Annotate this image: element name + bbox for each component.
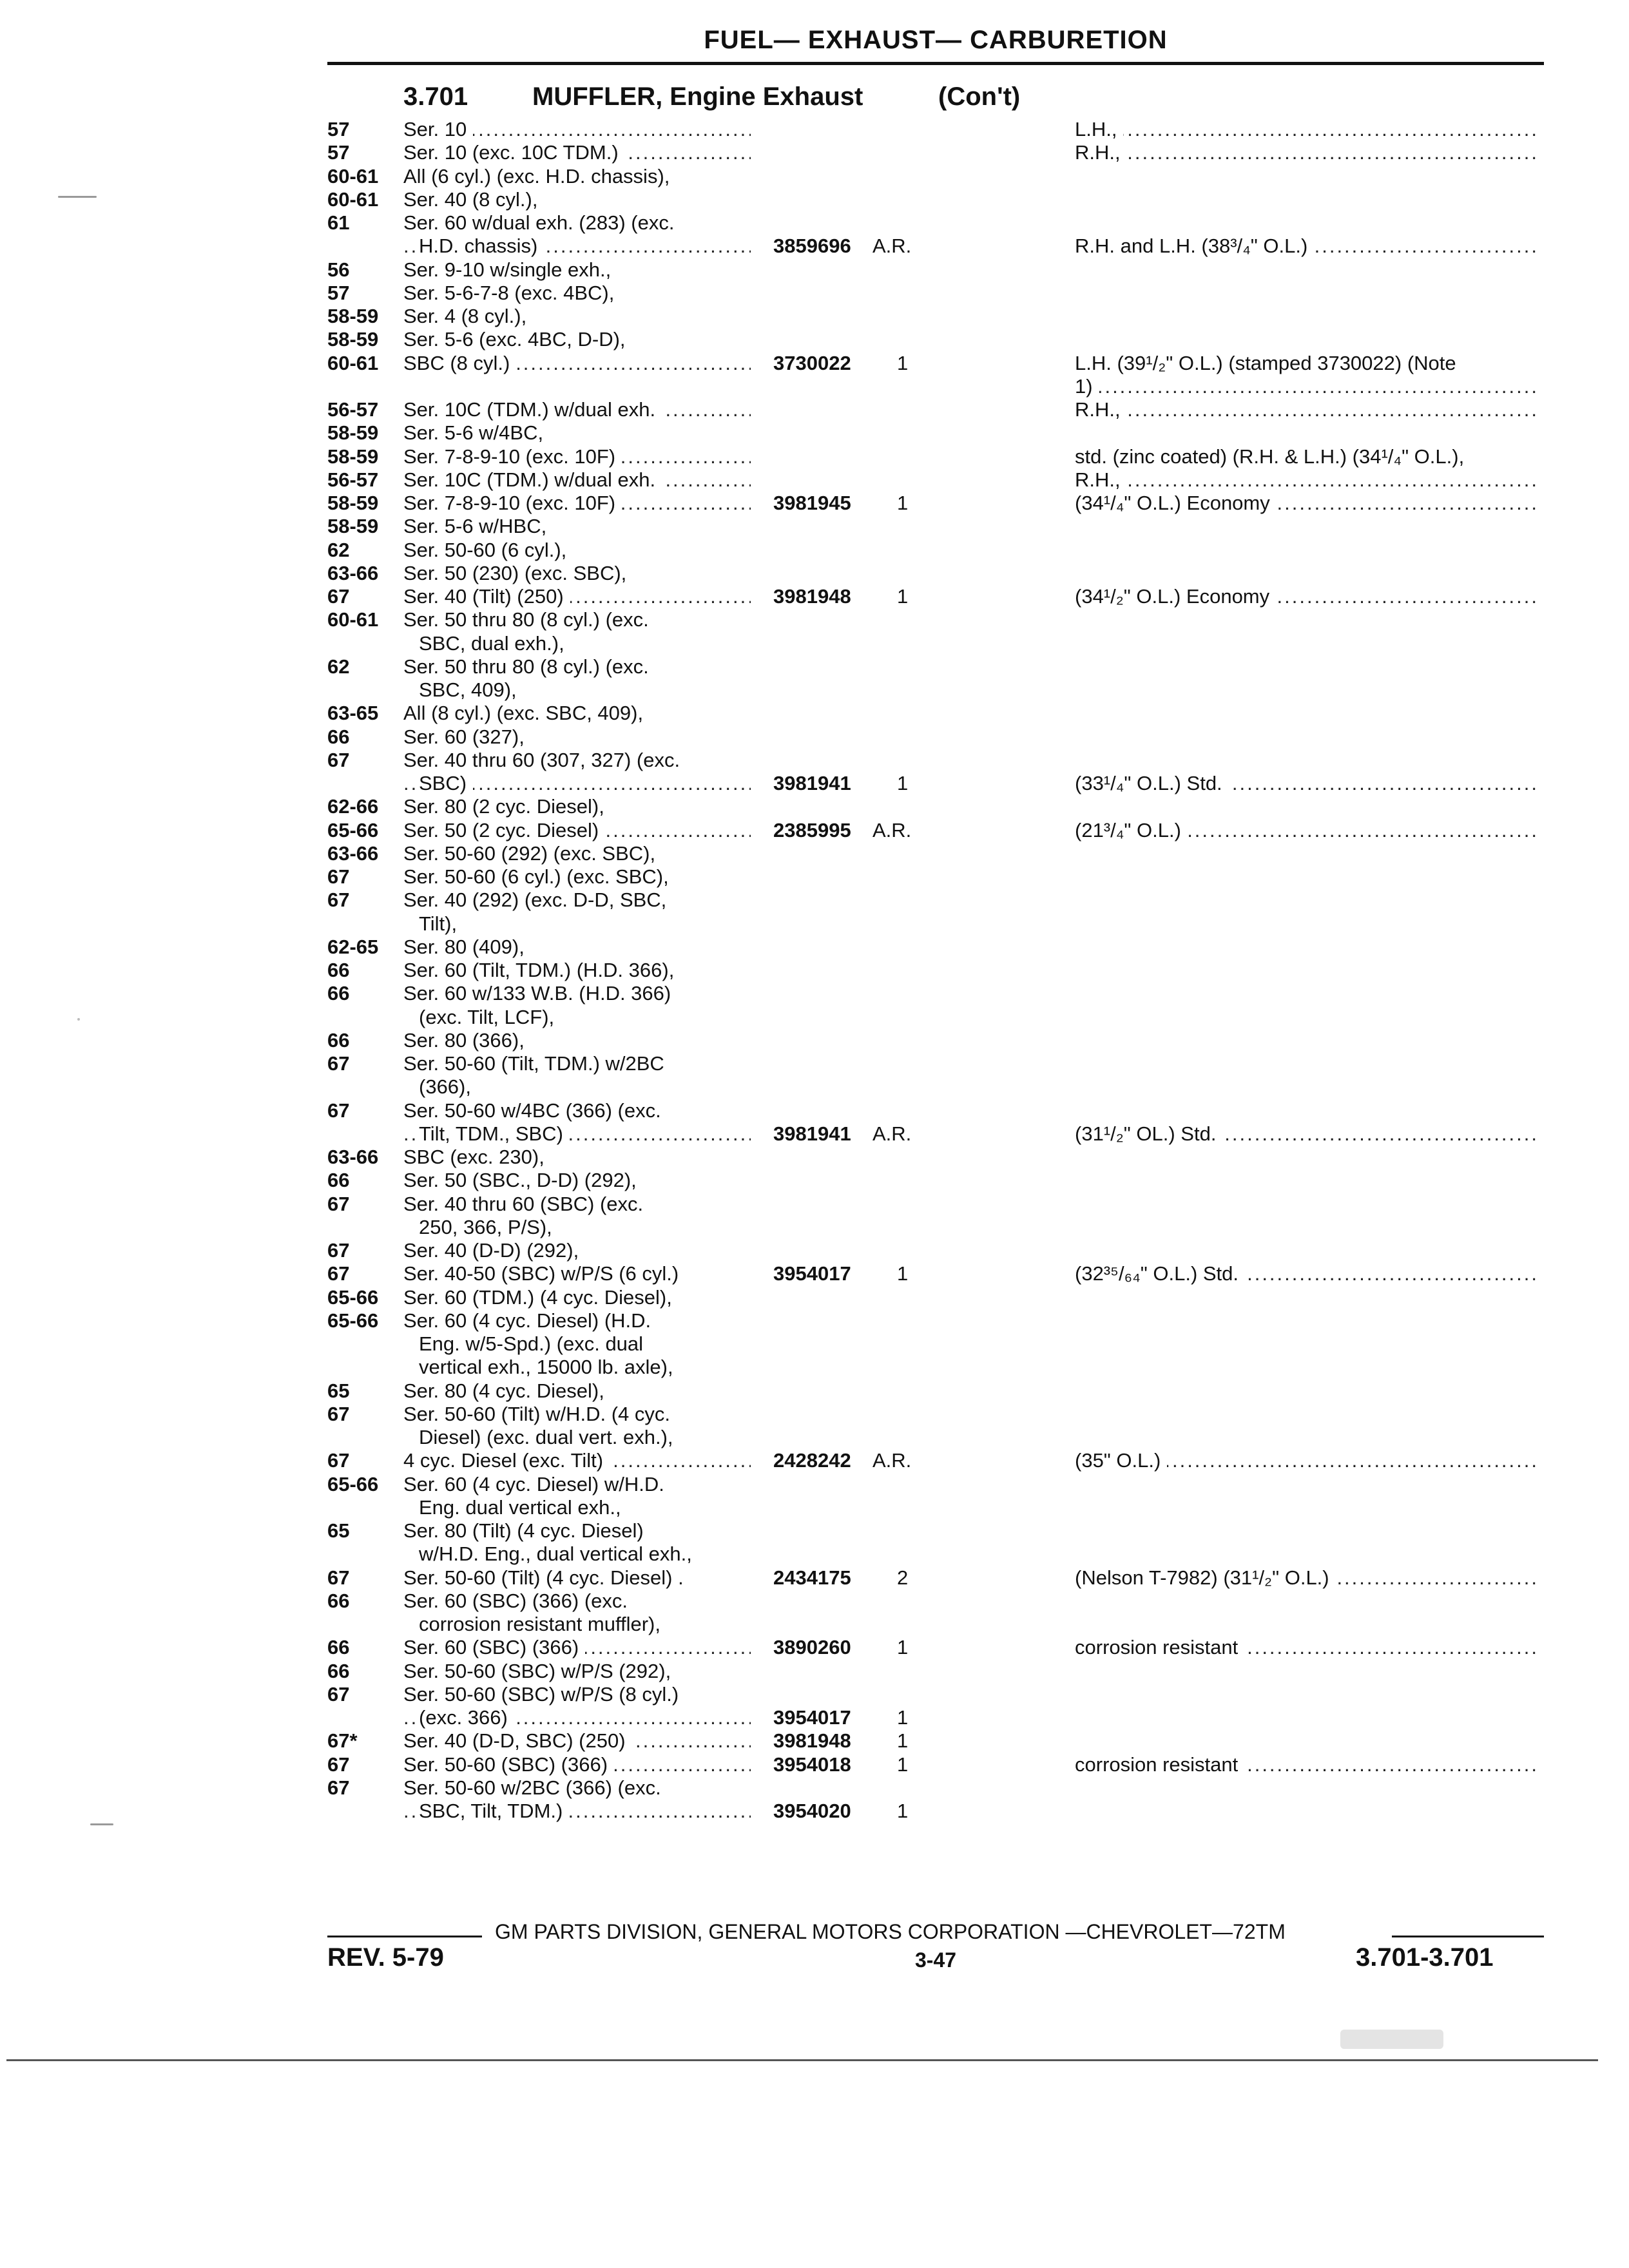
application-text: Ser. 50-60 w/2BC (366) (exc. <box>403 1776 661 1799</box>
leader-dots <box>1075 375 1540 398</box>
application-text: Diesel) (exc. dual vert. exh.), <box>419 1426 673 1448</box>
leader-dots <box>1075 468 1540 492</box>
table-row <box>0 1683 1629 1706</box>
table-row <box>0 1706 1629 1729</box>
table-row <box>0 188 1629 211</box>
revision-label: REV. 5-79 <box>327 1943 444 1972</box>
part-number: 3730022 <box>773 351 851 374</box>
section-reference: 3.701-3.701 <box>1356 1943 1494 1972</box>
application-text: 4 cyc. Diesel (exc. Tilt) <box>403 1449 610 1472</box>
table-row <box>0 165 1629 188</box>
table-row <box>0 1636 1629 1659</box>
model-year: 58-59 <box>327 328 379 351</box>
table-row <box>0 328 1629 351</box>
model-year: 62 <box>327 655 350 678</box>
application-text: Ser. 50-60 (Tilt) w/H.D. (4 cyc. <box>403 1402 670 1425</box>
continued-label: (Con't) <box>938 82 1021 111</box>
application-text: Ser. 50 (SBC., D-D) (292), <box>403 1169 637 1192</box>
application-text: 250, 366, P/S), <box>419 1215 552 1238</box>
table-row <box>0 141 1629 164</box>
table-row <box>0 1052 1629 1075</box>
quantity: 2 <box>897 1566 909 1589</box>
scan-edge-line <box>6 2059 1598 2061</box>
description: R.H., <box>1075 141 1127 164</box>
part-number: 3981945 <box>773 492 851 514</box>
application-text: Ser. 5-6 (exc. 4BC, D-D), <box>403 328 626 351</box>
part-number: 3981941 <box>773 772 851 794</box>
quantity: A.R. <box>872 818 912 841</box>
table-row <box>0 678 1629 702</box>
table-row <box>0 772 1629 795</box>
model-year: 65 <box>327 1519 350 1542</box>
quantity: 1 <box>897 1729 909 1753</box>
application-text: SBC) <box>419 772 473 795</box>
table-row <box>0 749 1629 772</box>
table-row <box>0 1519 1629 1542</box>
model-year: 65 <box>327 1379 350 1402</box>
table-row <box>0 235 1629 258</box>
footer-rule-left <box>327 1936 482 1937</box>
application-text: Ser. 50-60 (SBC) w/P/S (292), <box>403 1659 671 1682</box>
application-text: SBC, Tilt, TDM.) <box>419 1800 569 1823</box>
model-year: 62 <box>327 538 350 561</box>
part-number: 3954017 <box>773 1706 851 1729</box>
table-row <box>0 1590 1629 1613</box>
quantity: 1 <box>897 585 909 608</box>
application-text: Eng. dual vertical exh., <box>419 1495 621 1519</box>
quantity: 1 <box>897 772 909 794</box>
model-year: 58-59 <box>327 421 379 445</box>
table-row <box>0 118 1629 141</box>
table-row <box>0 1262 1629 1285</box>
model-year: 56-57 <box>327 398 379 421</box>
application-text: Ser. 60 (TDM.) (4 cyc. Diesel), <box>403 1285 672 1309</box>
table-row <box>0 1332 1629 1356</box>
model-year: 67 <box>327 748 350 771</box>
model-year: 60-61 <box>327 608 379 631</box>
model-year: 63-66 <box>327 561 379 584</box>
table-row <box>0 1006 1629 1029</box>
application-text: Ser. 5-6-7-8 (exc. 4BC), <box>403 281 615 304</box>
table-row <box>0 1356 1629 1379</box>
application-text: Ser. 50-60 (Tilt, TDM.) w/2BC <box>403 1052 664 1075</box>
part-number: 2434175 <box>773 1566 851 1589</box>
description: (33¹/₄" O.L.) Std. <box>1075 772 1229 795</box>
part-number: 2428242 <box>773 1449 851 1472</box>
model-year: 66 <box>327 1636 350 1659</box>
model-year: 58-59 <box>327 445 379 468</box>
scan-speck <box>1340 2030 1443 2049</box>
application-text: Tilt, TDM., SBC) <box>419 1122 570 1146</box>
table-row <box>0 1239 1629 1262</box>
model-year: 58-59 <box>327 305 379 327</box>
model-year: 67 <box>327 1566 350 1589</box>
table-row <box>0 421 1629 445</box>
model-year: 65-66 <box>327 1309 379 1332</box>
model-year: 67 <box>327 1682 350 1706</box>
table-row <box>0 1146 1629 1169</box>
application-text: Ser. 40 (8 cyl.), <box>403 187 538 211</box>
description: (35" O.L.) <box>1075 1449 1167 1472</box>
application-text: Ser. 60 (SBC) (366) <box>403 1636 585 1659</box>
model-year: 67 <box>327 865 350 888</box>
application-text: Ser. 50 thru 80 (8 cyl.) (exc. <box>403 655 649 678</box>
table-row <box>0 539 1629 562</box>
table-row <box>0 1309 1629 1332</box>
table-row <box>0 492 1629 515</box>
table-row <box>0 1542 1629 1566</box>
table-row <box>0 655 1629 678</box>
model-year: 67 <box>327 1402 350 1425</box>
table-row <box>0 795 1629 818</box>
model-year: 60-61 <box>327 187 379 211</box>
model-year: 60-61 <box>327 164 379 187</box>
application-text: Ser. 50 (230) (exc. SBC), <box>403 561 627 584</box>
footer-publisher: GM PARTS DIVISION, GENERAL MOTORS CORPORATION —CHEVROLET—72TM <box>495 1920 1286 1943</box>
model-year: 62-65 <box>327 935 379 958</box>
table-row <box>0 562 1629 585</box>
model-year: 58-59 <box>327 492 379 514</box>
table-row <box>0 1075 1629 1099</box>
part-number: 3954018 <box>773 1753 851 1776</box>
table-row <box>0 608 1629 631</box>
application-text: H.D. chassis) <box>419 235 544 258</box>
footer-rule-right <box>1392 1936 1544 1937</box>
application-text: Ser. 80 (409), <box>403 935 525 958</box>
model-year: 66 <box>327 725 350 748</box>
application-text: Ser. 50-60 (292) (exc. SBC), <box>403 841 656 865</box>
application-text: Ser. 50-60 (SBC) w/P/S (8 cyl.) <box>403 1682 679 1706</box>
table-row <box>0 1426 1629 1449</box>
table-row <box>0 1286 1629 1309</box>
model-year: 66 <box>327 1659 350 1682</box>
application-text: Ser. 40 (Tilt) (250) <box>403 585 570 608</box>
description: std. (zinc coated) (R.H. & L.H.) (34¹/₄" O.L.), <box>1075 445 1470 468</box>
leader-dots <box>1075 398 1540 421</box>
table-row <box>0 258 1629 282</box>
quantity: 1 <box>897 492 909 514</box>
description: L.H. (39¹/₂" O.L.) (stamped 3730022) (Note <box>1075 352 1463 375</box>
description: (21³/₄" O.L.) <box>1075 819 1188 842</box>
table-row <box>0 1753 1629 1776</box>
application-text: Ser. 9-10 w/single exh., <box>403 258 612 281</box>
table-row <box>0 1403 1629 1426</box>
description: (Nelson T-7982) (31¹/₂" O.L.) <box>1075 1566 1336 1590</box>
model-year: 60-61 <box>327 351 379 374</box>
quantity: A.R. <box>872 1449 912 1472</box>
description: (34¹/₂" O.L.) Economy <box>1075 585 1276 608</box>
leader-dots <box>1075 118 1540 141</box>
model-year: 67 <box>327 1262 350 1285</box>
model-year: 67 <box>327 1449 350 1472</box>
application-text: All (6 cyl.) (exc. H.D. chassis), <box>403 164 670 187</box>
table-row <box>0 1193 1629 1216</box>
application-text: Ser. 60 w/133 W.B. (H.D. 366) <box>403 982 671 1005</box>
table-row <box>0 282 1629 305</box>
application-text: Ser. 7-8-9-10 (exc. 10F) <box>403 492 622 515</box>
application-text: Ser. 50 thru 80 (8 cyl.) (exc. <box>403 608 649 631</box>
table-row <box>0 585 1629 608</box>
description: corrosion resistant <box>1075 1636 1244 1659</box>
table-row <box>0 1122 1629 1146</box>
table-row <box>0 865 1629 889</box>
table-row <box>0 936 1629 959</box>
section-title: MUFFLER, Engine Exhaust <box>532 82 863 111</box>
application-text: Ser. 10C (TDM.) w/dual exh. <box>403 468 662 492</box>
application-text: SBC (8 cyl.) <box>403 352 516 375</box>
table-row <box>0 819 1629 842</box>
model-year: 67 <box>327 1099 350 1122</box>
model-year: 67 <box>327 1776 350 1799</box>
description: (32³⁵/₆₄" O.L.) Std. <box>1075 1262 1245 1285</box>
application-text: SBC, dual exh.), <box>419 631 564 655</box>
model-year: 67* <box>327 1729 358 1753</box>
table-row <box>0 1449 1629 1472</box>
application-text: Ser. 40-50 (SBC) w/P/S (6 cyl.) <box>403 1262 679 1285</box>
table-row <box>0 1566 1629 1590</box>
application-text: Ser. 10 <box>403 118 473 141</box>
table-row <box>0 702 1629 725</box>
part-number: 3954020 <box>773 1800 851 1822</box>
scan-speck <box>90 1823 113 1825</box>
application-text: Eng. w/5-Spd.) (exc. dual <box>419 1332 644 1355</box>
quantity: 1 <box>897 1262 909 1285</box>
application-text: Ser. 40 thru 60 (SBC) (exc. <box>403 1192 644 1215</box>
model-year: 66 <box>327 982 350 1005</box>
description: corrosion resistant <box>1075 1753 1244 1776</box>
application-text: SBC (exc. 230), <box>403 1146 545 1168</box>
application-text: Ser. 60 (327), <box>403 725 525 748</box>
table-row <box>0 1800 1629 1823</box>
table-row <box>0 632 1629 655</box>
table-row <box>0 889 1629 912</box>
description: (34¹/₄" O.L.) Economy <box>1075 492 1277 515</box>
page-number: 3-47 <box>915 1948 957 1972</box>
application-text: (exc. Tilt, LCF), <box>419 1005 555 1028</box>
application-text: Ser. 10 (exc. 10C TDM.) <box>403 141 625 164</box>
application-text: corrosion resistant muffler), <box>419 1613 660 1635</box>
table-row <box>0 1660 1629 1683</box>
part-number: 3981948 <box>773 1729 851 1753</box>
application-text: Ser. 80 (2 cyc. Diesel), <box>403 795 604 818</box>
quantity: 1 <box>897 1706 909 1729</box>
application-text: Ser. 50-60 (6 cyl.) (exc. SBC), <box>403 865 669 888</box>
table-row <box>0 305 1629 328</box>
model-year: 67 <box>327 1753 350 1776</box>
application-text: Ser. 80 (366), <box>403 1028 525 1052</box>
model-year: 57 <box>327 141 350 164</box>
application-text: Ser. 80 (4 cyc. Diesel), <box>403 1379 604 1402</box>
application-text: Ser. 60 (4 cyc. Diesel) (H.D. <box>403 1309 651 1332</box>
quantity: 1 <box>897 1753 909 1776</box>
model-year: 63-65 <box>327 702 379 725</box>
table-row <box>0 211 1629 235</box>
application-text: Ser. 80 (Tilt) (4 cyc. Diesel) <box>403 1519 644 1542</box>
model-year: 56-57 <box>327 468 379 491</box>
section-header: FUEL— EXHAUST— CARBURETION <box>704 26 1168 54</box>
header-rule <box>327 62 1544 65</box>
application-text: Ser. 50-60 (6 cyl.), <box>403 538 567 561</box>
model-year: 63-66 <box>327 841 379 865</box>
application-text: (exc. 366) <box>419 1706 514 1729</box>
description: R.H., <box>1075 468 1127 492</box>
model-year: 67 <box>327 1052 350 1075</box>
application-text: (366), <box>419 1075 471 1099</box>
application-text: Ser. 5-6 w/HBC, <box>403 515 547 538</box>
application-text: Ser. 50-60 (SBC) (366) <box>403 1753 614 1776</box>
section-number: 3.701 <box>403 82 468 111</box>
scan-speck <box>77 1018 80 1021</box>
table-row <box>0 912 1629 936</box>
application-text: Ser. 7-8-9-10 (exc. 10F) <box>403 445 622 468</box>
model-year: 57 <box>327 281 350 304</box>
application-text: Ser. 4 (8 cyl.), <box>403 305 527 327</box>
model-year: 61 <box>327 211 350 234</box>
table-row <box>0 352 1629 375</box>
part-number: 3954017 <box>773 1262 851 1285</box>
model-year: 67 <box>327 1239 350 1262</box>
application-text: SBC, 409), <box>419 678 517 701</box>
part-number: 3981941 <box>773 1122 851 1145</box>
model-year: 65-66 <box>327 1285 379 1309</box>
description: R.H. and L.H. (38³/₄" O.L.) <box>1075 235 1314 258</box>
model-year: 56 <box>327 258 350 281</box>
table-row <box>0 468 1629 492</box>
application-text: Ser. 60 w/dual exh. (283) (exc. <box>403 211 675 234</box>
application-text: Ser. 40 (D-D) (292), <box>403 1239 579 1262</box>
table-row <box>0 398 1629 421</box>
model-year: 58-59 <box>327 515 379 538</box>
quantity: A.R. <box>872 235 912 258</box>
quantity: 1 <box>897 1800 909 1822</box>
table-row <box>0 842 1629 865</box>
leader-dots <box>1075 141 1540 164</box>
model-year: 67 <box>327 1192 350 1215</box>
quantity: A.R. <box>872 1122 912 1145</box>
application-text: Ser. 40 thru 60 (307, 327) (exc. <box>403 748 680 771</box>
part-number: 3890260 <box>773 1636 851 1659</box>
model-year: 66 <box>327 1589 350 1612</box>
model-year: 65-66 <box>327 818 379 841</box>
application-text: All (8 cyl.) (exc. SBC, 409), <box>403 702 644 725</box>
application-text: Ser. 50-60 w/4BC (366) (exc. <box>403 1099 661 1122</box>
table-row <box>0 1776 1629 1800</box>
application-text: vertical exh., 15000 lb. axle), <box>419 1356 673 1379</box>
description: 1) <box>1075 375 1099 398</box>
application-text: Ser. 60 (Tilt, TDM.) (H.D. 366), <box>403 959 675 981</box>
application-text: Ser. 60 (SBC) (366) (exc. <box>403 1589 628 1612</box>
application-text: Ser. 50-60 (Tilt) (4 cyc. Diesel) . <box>403 1566 684 1589</box>
description: R.H., <box>1075 398 1127 421</box>
table-row <box>0 982 1629 1005</box>
table-row <box>0 445 1629 468</box>
table-row <box>0 1099 1629 1122</box>
application-text: Ser. 5-6 w/4BC, <box>403 421 544 445</box>
part-number: 3859696 <box>773 235 851 258</box>
scan-speck <box>58 196 97 198</box>
table-row <box>0 1496 1629 1519</box>
table-row <box>0 959 1629 982</box>
application-text: Ser. 40 (D-D, SBC) (250) <box>403 1729 632 1753</box>
application-text: Ser. 50 (2 cyc. Diesel) <box>403 819 605 842</box>
description: (31¹/₂" OL.) Std. <box>1075 1122 1222 1146</box>
model-year: 66 <box>327 959 350 981</box>
application-text: Ser. 10C (TDM.) w/dual exh. <box>403 398 662 421</box>
description: L.H., <box>1075 118 1123 141</box>
model-year: 62-66 <box>327 795 379 818</box>
table-row <box>0 1729 1629 1753</box>
model-year: 65-66 <box>327 1472 379 1495</box>
table-row <box>0 1169 1629 1192</box>
table-row <box>0 1613 1629 1636</box>
application-text: w/H.D. Eng., dual vertical exh., <box>419 1542 692 1566</box>
part-number: 3981948 <box>773 585 851 608</box>
model-year: 57 <box>327 118 350 140</box>
application-text: Ser. 40 (292) (exc. D-D, SBC, <box>403 889 667 912</box>
quantity: 1 <box>897 351 909 374</box>
table-row <box>0 1216 1629 1239</box>
model-year: 63-66 <box>327 1146 379 1168</box>
part-number: 2385995 <box>773 818 851 841</box>
model-year: 67 <box>327 585 350 608</box>
model-year: 67 <box>327 889 350 912</box>
quantity: 1 <box>897 1636 909 1659</box>
table-row <box>0 726 1629 749</box>
model-year: 66 <box>327 1028 350 1052</box>
model-year: 66 <box>327 1169 350 1192</box>
table-row <box>0 1379 1629 1403</box>
table-row <box>0 515 1629 538</box>
application-text: Tilt), <box>419 912 458 935</box>
table-row <box>0 1473 1629 1496</box>
application-text: Ser. 60 (4 cyc. Diesel) w/H.D. <box>403 1472 664 1495</box>
table-row <box>0 375 1629 398</box>
table-row <box>0 1029 1629 1052</box>
